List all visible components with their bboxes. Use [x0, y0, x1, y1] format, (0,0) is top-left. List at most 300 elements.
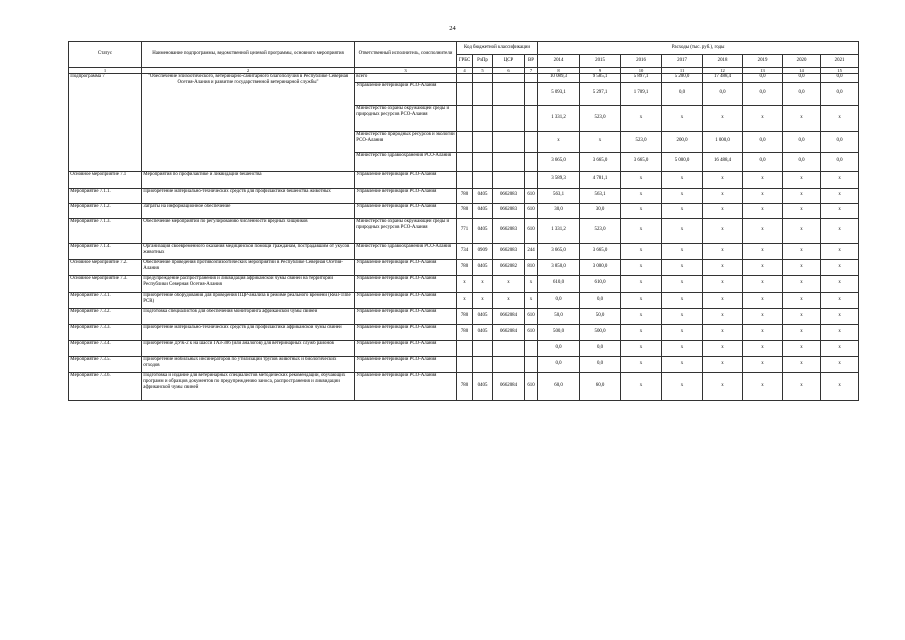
- measure-row: [69, 292, 859, 308]
- value-cell: х: [821, 308, 859, 324]
- value-cell: х: [821, 259, 859, 275]
- measure-row: [69, 171, 859, 188]
- row-name: Подготовка и издание для ветеринарных специалистов методических рекомендаций, обучающих программ и образцов документов по предупреждению заноса, распространения и ликвидации африканской чумы свиней: [142, 372, 355, 400]
- value-cell: 200,0: [662, 131, 703, 152]
- header-executor: Ответственный исполнитель, соисполнители: [355, 42, 457, 68]
- value-cell: х: [783, 356, 821, 372]
- value-cell: 4 781,1: [580, 171, 621, 188]
- row-name: Обеспечение мероприятий по регулированию численности вредных хищников: [142, 218, 355, 243]
- header-col-number: 12: [703, 67, 743, 73]
- measure-row: [69, 259, 859, 275]
- code-rzpr: [473, 82, 493, 105]
- code-grbs: [457, 73, 473, 82]
- code-csr: 0662083: [493, 203, 525, 218]
- value-cell: 563,1: [580, 188, 621, 203]
- value-cell: х: [743, 218, 783, 243]
- row-executor: Министерство охраны окружающей среды и природных ресурсов РСО-Алания: [355, 105, 457, 131]
- code-vr: 610: [525, 324, 538, 340]
- code-rzpr: 0405: [473, 203, 493, 218]
- row-status: Основное мероприятие 7.3.: [69, 275, 142, 292]
- row-executor: Управление ветеринарии РСО-Алания: [355, 82, 457, 105]
- value-cell: х: [783, 218, 821, 243]
- row-status: Мероприятие 7.3.5.: [69, 356, 142, 372]
- row-executor: Министерство природных ресурсов и экологии РСО-Алания: [355, 131, 457, 152]
- value-cell: х: [662, 203, 703, 218]
- code-grbs: х: [457, 292, 473, 308]
- code-grbs: 780: [457, 259, 473, 275]
- header-year: 2014: [538, 54, 580, 67]
- value-cell: х: [662, 259, 703, 275]
- header-code-col: ГРБС: [457, 54, 473, 67]
- code-rzpr: [473, 73, 493, 82]
- code-grbs: [457, 171, 473, 188]
- value-cell: х: [703, 188, 743, 203]
- value-cell: х: [783, 243, 821, 259]
- value-cell: х: [703, 356, 743, 372]
- value-cell: х: [662, 171, 703, 188]
- value-cell: х: [743, 356, 783, 372]
- code-rzpr: 0405: [473, 308, 493, 324]
- value-cell: х: [821, 340, 859, 356]
- header-budget-code: Код бюджетной классификации: [457, 42, 538, 55]
- value-cell: 9 585,1: [580, 73, 621, 82]
- value-cell: х: [783, 188, 821, 203]
- value-cell: х: [821, 218, 859, 243]
- value-cell: х: [662, 308, 703, 324]
- value-cell: х: [662, 275, 703, 292]
- value-cell: 0,0: [743, 131, 783, 152]
- value-cell: 60,0: [538, 372, 580, 400]
- row-status: Мероприятие 7.1.2.: [69, 203, 142, 218]
- value-cell: х: [821, 171, 859, 188]
- code-vr: [525, 152, 538, 171]
- row-name: "Обеспечение эпизоотического, ветеринарно-санитарного благополучия в Республике Северная Осетия-Алания и развитие государственной ветеринарной службы": [142, 73, 355, 171]
- value-cell: х: [743, 308, 783, 324]
- value-cell: х: [743, 275, 783, 292]
- code-rzpr: 0405: [473, 372, 493, 400]
- header-year: 2021: [821, 54, 859, 67]
- row-executor: Управление ветеринарии РСО-Алания: [355, 340, 457, 356]
- header-col-number: 15: [821, 67, 859, 73]
- code-rzpr: [473, 105, 493, 131]
- value-cell: 523,0: [621, 131, 662, 152]
- code-csr: [493, 356, 525, 372]
- row-status: Основное мероприятие 7.2.: [69, 259, 142, 275]
- value-cell: х: [703, 372, 743, 400]
- value-cell: 5 297,1: [580, 82, 621, 105]
- value-cell: х: [743, 340, 783, 356]
- value-cell: х: [703, 292, 743, 308]
- value-cell: 5 200,0: [662, 73, 703, 82]
- code-vr: 610: [525, 203, 538, 218]
- code-vr: [525, 171, 538, 188]
- row-status: Мероприятие 7.1.4.: [69, 243, 142, 259]
- value-cell: х: [662, 356, 703, 372]
- value-cell: х: [703, 243, 743, 259]
- measure-row: [69, 275, 859, 292]
- value-cell: 500,0: [538, 324, 580, 340]
- code-grbs: 780: [457, 308, 473, 324]
- header-year: 2016: [621, 54, 662, 67]
- value-cell: х: [621, 203, 662, 218]
- value-cell: х: [821, 203, 859, 218]
- measure-row: [69, 340, 859, 356]
- code-vr: [525, 105, 538, 131]
- code-grbs: [457, 82, 473, 105]
- value-cell: 610,0: [538, 275, 580, 292]
- code-csr: 0662084: [493, 324, 525, 340]
- value-cell: х: [662, 292, 703, 308]
- value-cell: 5 093,1: [538, 82, 580, 105]
- code-rzpr: х: [473, 292, 493, 308]
- code-vr: х: [525, 275, 538, 292]
- measure-row: [69, 356, 859, 372]
- row-status: Основное мероприятие 7.1: [69, 171, 142, 188]
- header-col-number: 4: [457, 67, 473, 73]
- value-cell: 1 331,2: [538, 218, 580, 243]
- value-cell: х: [783, 308, 821, 324]
- value-cell: х: [783, 105, 821, 131]
- row-name: Организация своевременного оказания медицинской помощи гражданам, пострадавшим от укусов животных: [142, 243, 355, 259]
- code-rzpr: х: [473, 275, 493, 292]
- code-csr: [493, 73, 525, 82]
- code-rzpr: [473, 171, 493, 188]
- value-cell: х: [783, 259, 821, 275]
- value-cell: 3 665,0: [538, 152, 580, 171]
- value-cell: 0,0: [743, 82, 783, 105]
- header-year: 2019: [743, 54, 783, 67]
- header-col-number: 10: [621, 67, 662, 73]
- row-name: Затраты на информационное обеспечение: [142, 203, 355, 218]
- value-cell: х: [621, 340, 662, 356]
- value-cell: 3 665,0: [580, 243, 621, 259]
- value-cell: х: [783, 292, 821, 308]
- value-cell: х: [621, 188, 662, 203]
- value-cell: х: [703, 259, 743, 275]
- code-vr: х: [525, 292, 538, 308]
- code-rzpr: [473, 356, 493, 372]
- measure-row: [69, 324, 859, 340]
- header-col-number: 6: [493, 67, 525, 73]
- measure-row: [69, 188, 859, 203]
- value-cell: х: [621, 243, 662, 259]
- value-cell: х: [703, 218, 743, 243]
- value-cell: 3 589,3: [538, 171, 580, 188]
- value-cell: 5 000,0: [662, 152, 703, 171]
- row-executor: Управление ветеринарии РСО-Алания: [355, 372, 457, 400]
- code-grbs: 771: [457, 218, 473, 243]
- value-cell: х: [662, 372, 703, 400]
- code-rzpr: [473, 340, 493, 356]
- value-cell: х: [743, 292, 783, 308]
- row-status: Мероприятие 7.1.3.: [69, 218, 142, 243]
- value-cell: х: [621, 372, 662, 400]
- row-executor: Министерство здравоохранения РСО-Алания: [355, 243, 457, 259]
- value-cell: 0,0: [783, 73, 821, 82]
- measure-row: [69, 308, 859, 324]
- value-cell: х: [703, 105, 743, 131]
- value-cell: х: [821, 275, 859, 292]
- header-col-number: 2: [142, 67, 355, 73]
- value-cell: 0,0: [821, 73, 859, 82]
- code-csr: х: [493, 275, 525, 292]
- value-cell: х: [621, 218, 662, 243]
- value-cell: х: [821, 356, 859, 372]
- value-cell: х: [621, 259, 662, 275]
- code-grbs: х: [457, 275, 473, 292]
- value-cell: х: [662, 218, 703, 243]
- code-rzpr: 0405: [473, 259, 493, 275]
- row-executor: Министерство охраны окружающей среды и природных ресурсов РСО-Алания: [355, 218, 457, 243]
- code-vr: [525, 356, 538, 372]
- row-status: Мероприятие 7.3.1.: [69, 292, 142, 308]
- row-status: Мероприятие 7.3.2.: [69, 308, 142, 324]
- value-cell: 0,0: [821, 152, 859, 171]
- value-cell: 1 000,0: [703, 131, 743, 152]
- value-cell: х: [743, 324, 783, 340]
- value-cell: х: [743, 171, 783, 188]
- row-executor: Управление ветеринарии РСО-Алания: [355, 188, 457, 203]
- row-executor: Управление ветеринарии РСО-Алания: [355, 171, 457, 188]
- value-cell: х: [703, 340, 743, 356]
- header-year: 2018: [703, 54, 743, 67]
- header-code-col: ЦСР: [493, 54, 525, 67]
- value-cell: 0,0: [783, 131, 821, 152]
- row-executor: Управление ветеринарии РСО-Алания: [355, 275, 457, 292]
- value-cell: х: [743, 372, 783, 400]
- value-cell: х: [703, 324, 743, 340]
- value-cell: х: [743, 243, 783, 259]
- code-grbs: 780: [457, 324, 473, 340]
- value-cell: х: [621, 275, 662, 292]
- row-executor: Управление ветеринарии РСО-Алания: [355, 203, 457, 218]
- code-csr: 0662084: [493, 372, 525, 400]
- value-cell: 610,0: [580, 275, 621, 292]
- row-status: Мероприятие 7.3.6.: [69, 372, 142, 400]
- row-status: Мероприятие 7.1.1.: [69, 188, 142, 203]
- row-name: Обеспечение проведения противоэпизоотических мероприятий в Республике Северная Осетия-Алания: [142, 259, 355, 275]
- value-cell: 17 488,4: [703, 73, 743, 82]
- code-csr: 0662083: [493, 188, 525, 203]
- value-cell: 0,0: [662, 82, 703, 105]
- subprogram-row: [69, 73, 859, 82]
- value-cell: х: [662, 324, 703, 340]
- header-name: Наименование подпрограммы, ведомственной целевой программы, основного мероприятия: [142, 42, 355, 68]
- budget-table: [68, 41, 859, 401]
- value-cell: 0,0: [821, 82, 859, 105]
- value-cell: х: [743, 203, 783, 218]
- table-body: [69, 73, 859, 400]
- value-cell: 3 665,0: [580, 152, 621, 171]
- value-cell: 16 488,4: [703, 152, 743, 171]
- row-executor: Управление ветеринарии РСО-Алания: [355, 324, 457, 340]
- value-cell: 3 665,0: [538, 243, 580, 259]
- value-cell: х: [783, 203, 821, 218]
- row-name: Приобретение материально-технических средств для профилактики африканской чумы свиней: [142, 324, 355, 340]
- header-year: 2015: [580, 54, 621, 67]
- header-year: 2017: [662, 54, 703, 67]
- code-vr: 610: [525, 372, 538, 400]
- code-csr: [493, 105, 525, 131]
- value-cell: х: [580, 131, 621, 152]
- value-cell: х: [621, 105, 662, 131]
- value-cell: х: [662, 188, 703, 203]
- page-number: 24: [449, 25, 456, 32]
- value-cell: 0,0: [703, 82, 743, 105]
- value-cell: х: [621, 324, 662, 340]
- value-cell: 1 331,2: [538, 105, 580, 131]
- value-cell: 563,1: [538, 188, 580, 203]
- code-csr: 0662084: [493, 308, 525, 324]
- value-cell: х: [783, 340, 821, 356]
- row-executor: Управление ветеринарии РСО-Алания: [355, 356, 457, 372]
- header-col-number: 5: [473, 67, 493, 73]
- code-csr: [493, 152, 525, 171]
- value-cell: 60,0: [580, 372, 621, 400]
- value-cell: 0,0: [743, 73, 783, 82]
- value-cell: х: [703, 308, 743, 324]
- code-csr: х: [493, 292, 525, 308]
- code-vr: 810: [525, 259, 538, 275]
- header-col-number: 9: [580, 67, 621, 73]
- header-col-number: 3: [355, 67, 457, 73]
- code-csr: 0662083: [493, 218, 525, 243]
- value-cell: 523,0: [580, 105, 621, 131]
- value-cell: х: [662, 243, 703, 259]
- code-rzpr: 0909: [473, 243, 493, 259]
- row-executor: всего: [355, 73, 457, 82]
- row-executor: Управление ветеринарии РСО-Алания: [355, 308, 457, 324]
- code-grbs: [457, 105, 473, 131]
- header-col-number: 7: [525, 67, 538, 73]
- value-cell: 50,0: [580, 308, 621, 324]
- value-cell: х: [703, 171, 743, 188]
- header-col-number: 13: [743, 67, 783, 73]
- code-rzpr: [473, 131, 493, 152]
- value-cell: 0,0: [580, 356, 621, 372]
- row-name: Приобретение оборудования для проведения ПЦР-анализа в режиме реального времени (Real-Time PCR): [142, 292, 355, 308]
- code-rzpr: 0405: [473, 188, 493, 203]
- code-vr: [525, 82, 538, 105]
- code-vr: 610: [525, 218, 538, 243]
- row-name: Предупреждение распространения и ликвидация африканской чумы свиней на территории Республики Северная Осетия-Алания: [142, 275, 355, 292]
- header-col-number: 11: [662, 67, 703, 73]
- value-cell: х: [783, 372, 821, 400]
- value-cell: 0,0: [538, 356, 580, 372]
- code-csr: [493, 131, 525, 152]
- row-status: Мероприятие 7.3.3.: [69, 324, 142, 340]
- value-cell: х: [621, 356, 662, 372]
- value-cell: х: [743, 188, 783, 203]
- code-grbs: [457, 131, 473, 152]
- header-col-number: 1: [69, 67, 142, 73]
- row-name: Приобретение материально-технических средств для профилактики бешенства животных: [142, 188, 355, 203]
- value-cell: х: [621, 308, 662, 324]
- value-cell: 523,0: [580, 218, 621, 243]
- value-cell: 0,0: [580, 292, 621, 308]
- header-col-number: 8: [538, 67, 580, 73]
- value-cell: х: [821, 324, 859, 340]
- code-grbs: 780: [457, 188, 473, 203]
- code-csr: [493, 171, 525, 188]
- code-grbs: 780: [457, 372, 473, 400]
- header-code-col: РзПр: [473, 54, 493, 67]
- value-cell: 500,0: [580, 324, 621, 340]
- value-cell: 3 665,0: [621, 152, 662, 171]
- row-name: Мероприятия по профилактике и ликвидации бешенства: [142, 171, 355, 188]
- value-cell: 0,0: [783, 152, 821, 171]
- value-cell: х: [662, 105, 703, 131]
- value-cell: х: [621, 171, 662, 188]
- value-cell: 0,0: [538, 292, 580, 308]
- code-grbs: 780: [457, 203, 473, 218]
- code-vr: 610: [525, 188, 538, 203]
- value-cell: х: [821, 372, 859, 400]
- value-cell: 0,0: [821, 131, 859, 152]
- row-executor: Министерство здравоохранения РСО-Алания: [355, 152, 457, 171]
- code-csr: [493, 82, 525, 105]
- measure-row: [69, 218, 859, 243]
- header-status: Статус: [69, 42, 142, 68]
- value-cell: х: [821, 105, 859, 131]
- code-vr: [525, 340, 538, 356]
- value-cell: х: [743, 259, 783, 275]
- code-csr: 0662082: [493, 259, 525, 275]
- value-cell: 3 850,0: [538, 259, 580, 275]
- value-cell: х: [783, 324, 821, 340]
- measure-row: [69, 203, 859, 218]
- value-cell: 1 709,1: [621, 82, 662, 105]
- value-cell: х: [621, 292, 662, 308]
- header-expenses: Расходы (тыс. руб.), годы: [538, 42, 859, 55]
- value-cell: х: [743, 105, 783, 131]
- value-cell: х: [538, 131, 580, 152]
- row-name: Приобретение ДУК-2 к на шасси ГАЗ-306 (или аналогов) для ветеринарных служб районов: [142, 340, 355, 356]
- value-cell: 30,0: [538, 203, 580, 218]
- row-status: Подпрограмма 7: [69, 73, 142, 171]
- code-vr: [525, 131, 538, 152]
- code-rzpr: [473, 152, 493, 171]
- value-cell: 50,0: [538, 308, 580, 324]
- code-grbs: [457, 340, 473, 356]
- code-grbs: [457, 152, 473, 171]
- value-cell: 0,0: [538, 340, 580, 356]
- value-cell: х: [821, 243, 859, 259]
- value-cell: х: [783, 275, 821, 292]
- value-cell: х: [821, 292, 859, 308]
- row-status: Мероприятие 7.3.4.: [69, 340, 142, 356]
- value-cell: 3 000,0: [580, 259, 621, 275]
- header-col-number: 14: [783, 67, 821, 73]
- value-cell: 30,0: [580, 203, 621, 218]
- code-csr: 0662083: [493, 243, 525, 259]
- measure-row: [69, 243, 859, 259]
- value-cell: х: [783, 171, 821, 188]
- measure-row: [69, 372, 859, 400]
- header-code-col: ВР: [525, 54, 538, 67]
- row-name: Приобретение мобильных инсинераторов по утилизации трупов животных и биологических отходов: [142, 356, 355, 372]
- value-cell: х: [821, 188, 859, 203]
- code-rzpr: 0405: [473, 324, 493, 340]
- value-cell: 0,0: [580, 340, 621, 356]
- row-executor: Управление ветеринарии РСО-Алания: [355, 259, 457, 275]
- value-cell: 5 897,1: [621, 73, 662, 82]
- row-name: Подготовка специалистов для обеспечения мониторинга африканской чумы свиней: [142, 308, 355, 324]
- code-grbs: 734: [457, 243, 473, 259]
- header-year: 2020: [783, 54, 821, 67]
- value-cell: 0,0: [743, 152, 783, 171]
- value-cell: х: [703, 275, 743, 292]
